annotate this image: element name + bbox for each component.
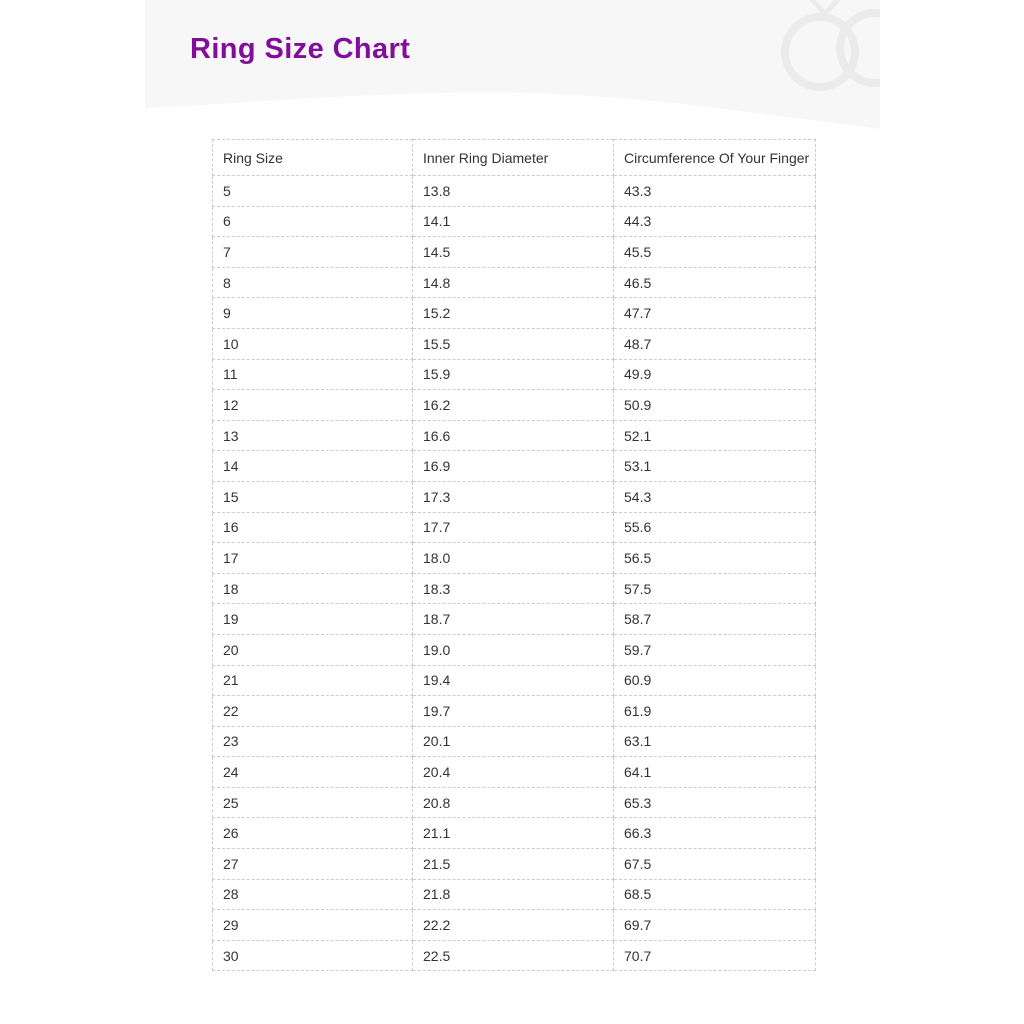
table-row [213, 481, 816, 512]
table-cell-inner-diameter: 18.0 [413, 543, 614, 574]
table-cell-ring-size: 10 [213, 328, 413, 359]
table-cell-ring-size: 5 [213, 176, 413, 207]
table-cell-inner-diameter: 20.8 [413, 787, 614, 818]
table-cell-inner-diameter: 15.5 [413, 328, 614, 359]
table-cell-circumference: 44.3 [614, 206, 816, 237]
table-cell-ring-size: 7 [213, 237, 413, 268]
table-cell-circumference: 66.3 [614, 818, 816, 849]
ring-size-table [212, 139, 816, 971]
table-row [213, 818, 816, 849]
table-cell-inner-diameter: 21.5 [413, 849, 614, 880]
table-cell-circumference: 59.7 [614, 634, 816, 665]
table-cell-circumference: 67.5 [614, 849, 816, 880]
header-band [145, 0, 880, 134]
table-row [213, 328, 816, 359]
table-row [213, 910, 816, 941]
table-cell-ring-size: 18 [213, 573, 413, 604]
table-cell-ring-size: 17 [213, 543, 413, 574]
table-cell-inner-diameter: 14.5 [413, 237, 614, 268]
table-row [213, 849, 816, 880]
table-cell-circumference: 57.5 [614, 573, 816, 604]
table-row [213, 604, 816, 635]
table-cell-circumference: 55.6 [614, 512, 816, 543]
table-cell-ring-size: 6 [213, 206, 413, 237]
wedding-rings-icon [770, 0, 880, 100]
table-row [213, 879, 816, 910]
table-cell-inner-diameter: 20.1 [413, 726, 614, 757]
table-cell-inner-diameter: 18.7 [413, 604, 614, 635]
table-row [213, 298, 816, 329]
table-row [213, 451, 816, 482]
table-cell-inner-diameter: 17.3 [413, 481, 614, 512]
table-cell-inner-diameter: 21.8 [413, 879, 614, 910]
table-row [213, 696, 816, 727]
table-cell-inner-diameter: 19.4 [413, 665, 614, 696]
table-cell-inner-diameter: 15.2 [413, 298, 614, 329]
table-cell-ring-size: 15 [213, 481, 413, 512]
document-page [145, 0, 880, 1024]
table-cell-circumference: 47.7 [614, 298, 816, 329]
table-row [213, 206, 816, 237]
table-cell-ring-size: 26 [213, 818, 413, 849]
table-cell-circumference: 61.9 [614, 696, 816, 727]
table-cell-ring-size: 22 [213, 696, 413, 727]
table-cell-inner-diameter: 17.7 [413, 512, 614, 543]
table-cell-circumference: 68.5 [614, 879, 816, 910]
page-title: Ring Size Chart [190, 33, 411, 65]
table-cell-circumference: 58.7 [614, 604, 816, 635]
column-header-ring-size: Ring Size [213, 140, 413, 176]
table-cell-inner-diameter: 16.6 [413, 420, 614, 451]
table-row [213, 726, 816, 757]
table-cell-circumference: 56.5 [614, 543, 816, 574]
column-header-inner-diameter: Inner Ring Diameter [413, 140, 614, 176]
table-cell-ring-size: 16 [213, 512, 413, 543]
table-cell-circumference: 70.7 [614, 940, 816, 971]
table-cell-inner-diameter: 14.8 [413, 267, 614, 298]
ring-size-table-body [213, 176, 816, 971]
table-row [213, 359, 816, 390]
table-cell-ring-size: 11 [213, 359, 413, 390]
table-cell-circumference: 60.9 [614, 665, 816, 696]
table-cell-ring-size: 14 [213, 451, 413, 482]
table-cell-inner-diameter: 16.2 [413, 390, 614, 421]
table-header [213, 140, 816, 176]
table-cell-inner-diameter: 20.4 [413, 757, 614, 788]
table-cell-ring-size: 29 [213, 910, 413, 941]
table-cell-inner-diameter: 13.8 [413, 176, 614, 207]
table-row [213, 665, 816, 696]
table-cell-ring-size: 28 [213, 879, 413, 910]
table-header-row [213, 140, 816, 176]
table-cell-circumference: 43.3 [614, 176, 816, 207]
table-cell-circumference: 46.5 [614, 267, 816, 298]
table-cell-circumference: 63.1 [614, 726, 816, 757]
table-row [213, 237, 816, 268]
table-row [213, 757, 816, 788]
table-row [213, 940, 816, 971]
table-cell-ring-size: 8 [213, 267, 413, 298]
table-cell-circumference: 53.1 [614, 451, 816, 482]
table-row [213, 573, 816, 604]
table-row [213, 420, 816, 451]
table-cell-circumference: 54.3 [614, 481, 816, 512]
table-row [213, 634, 816, 665]
table-cell-circumference: 49.9 [614, 359, 816, 390]
table-cell-inner-diameter: 22.2 [413, 910, 614, 941]
table-row [213, 787, 816, 818]
table-row [213, 176, 816, 207]
table-cell-ring-size: 25 [213, 787, 413, 818]
table-row [213, 543, 816, 574]
table-cell-ring-size: 12 [213, 390, 413, 421]
table-cell-ring-size: 9 [213, 298, 413, 329]
table-cell-inner-diameter: 19.7 [413, 696, 614, 727]
table-row [213, 267, 816, 298]
table-cell-ring-size: 21 [213, 665, 413, 696]
table-cell-ring-size: 24 [213, 757, 413, 788]
table-cell-inner-diameter: 18.3 [413, 573, 614, 604]
table-cell-inner-diameter: 16.9 [413, 451, 614, 482]
table-row [213, 512, 816, 543]
table-cell-inner-diameter: 19.0 [413, 634, 614, 665]
column-header-circumference: Circumference Of Your Finger [614, 140, 816, 176]
table-cell-circumference: 48.7 [614, 328, 816, 359]
table-cell-inner-diameter: 22.5 [413, 940, 614, 971]
table-row [213, 390, 816, 421]
table-cell-circumference: 45.5 [614, 237, 816, 268]
table-cell-circumference: 64.1 [614, 757, 816, 788]
table-cell-circumference: 52.1 [614, 420, 816, 451]
table-cell-circumference: 69.7 [614, 910, 816, 941]
table-cell-ring-size: 20 [213, 634, 413, 665]
table-cell-ring-size: 13 [213, 420, 413, 451]
table-cell-inner-diameter: 21.1 [413, 818, 614, 849]
table-cell-inner-diameter: 15.9 [413, 359, 614, 390]
table-cell-inner-diameter: 14.1 [413, 206, 614, 237]
table-cell-circumference: 65.3 [614, 787, 816, 818]
table-cell-ring-size: 27 [213, 849, 413, 880]
table-cell-ring-size: 23 [213, 726, 413, 757]
table-cell-ring-size: 19 [213, 604, 413, 635]
table-cell-circumference: 50.9 [614, 390, 816, 421]
table-cell-ring-size: 30 [213, 940, 413, 971]
